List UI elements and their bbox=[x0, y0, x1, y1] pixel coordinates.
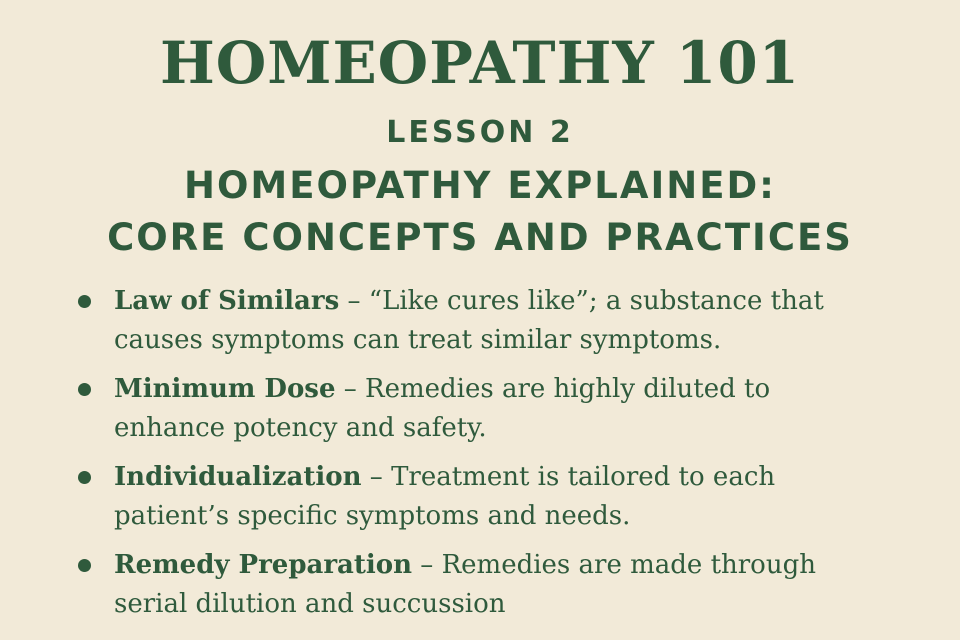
bullet-text: – Treatment is tailored to each patient’s specific symptoms and needs. bbox=[114, 462, 776, 531]
bullet-term: Remedy Preparation bbox=[114, 550, 413, 580]
bullet-item-law-of-similars bbox=[78, 282, 878, 360]
subtitle-line-2: CORE CONCEPTS AND PRACTICES bbox=[107, 216, 853, 259]
bullet-term: Law of Similars bbox=[114, 286, 340, 316]
lesson-label: LESSON 2 bbox=[386, 115, 574, 150]
bullet-term: Individualization bbox=[114, 462, 362, 492]
bullet-item-minimum-dose bbox=[78, 370, 878, 448]
bullet-item-remedy-preparation bbox=[78, 546, 878, 624]
bullet-item-individualization bbox=[78, 458, 878, 536]
bullet-text: – “Like cures like”; a substance that causes symptoms can treat similar symptoms. bbox=[114, 286, 824, 355]
bullet-list bbox=[78, 282, 878, 634]
bullet-text: – Remedies are made through serial dilution and succussion bbox=[114, 550, 816, 619]
bullet-term: Minimum Dose bbox=[114, 374, 336, 404]
bullet-dot-icon bbox=[78, 383, 91, 396]
bullet-dot-icon bbox=[78, 471, 91, 484]
slide-title: HOMEOPATHY 101 bbox=[159, 29, 801, 97]
subtitle-line-1: HOMEOPATHY EXPLAINED: bbox=[184, 164, 776, 207]
bullet-dot-icon bbox=[78, 559, 91, 572]
slide-subtitle bbox=[0, 160, 960, 264]
bullet-dot-icon bbox=[78, 295, 91, 308]
bullet-text: – Remedies are highly diluted to enhance potency and safety. bbox=[114, 374, 771, 443]
